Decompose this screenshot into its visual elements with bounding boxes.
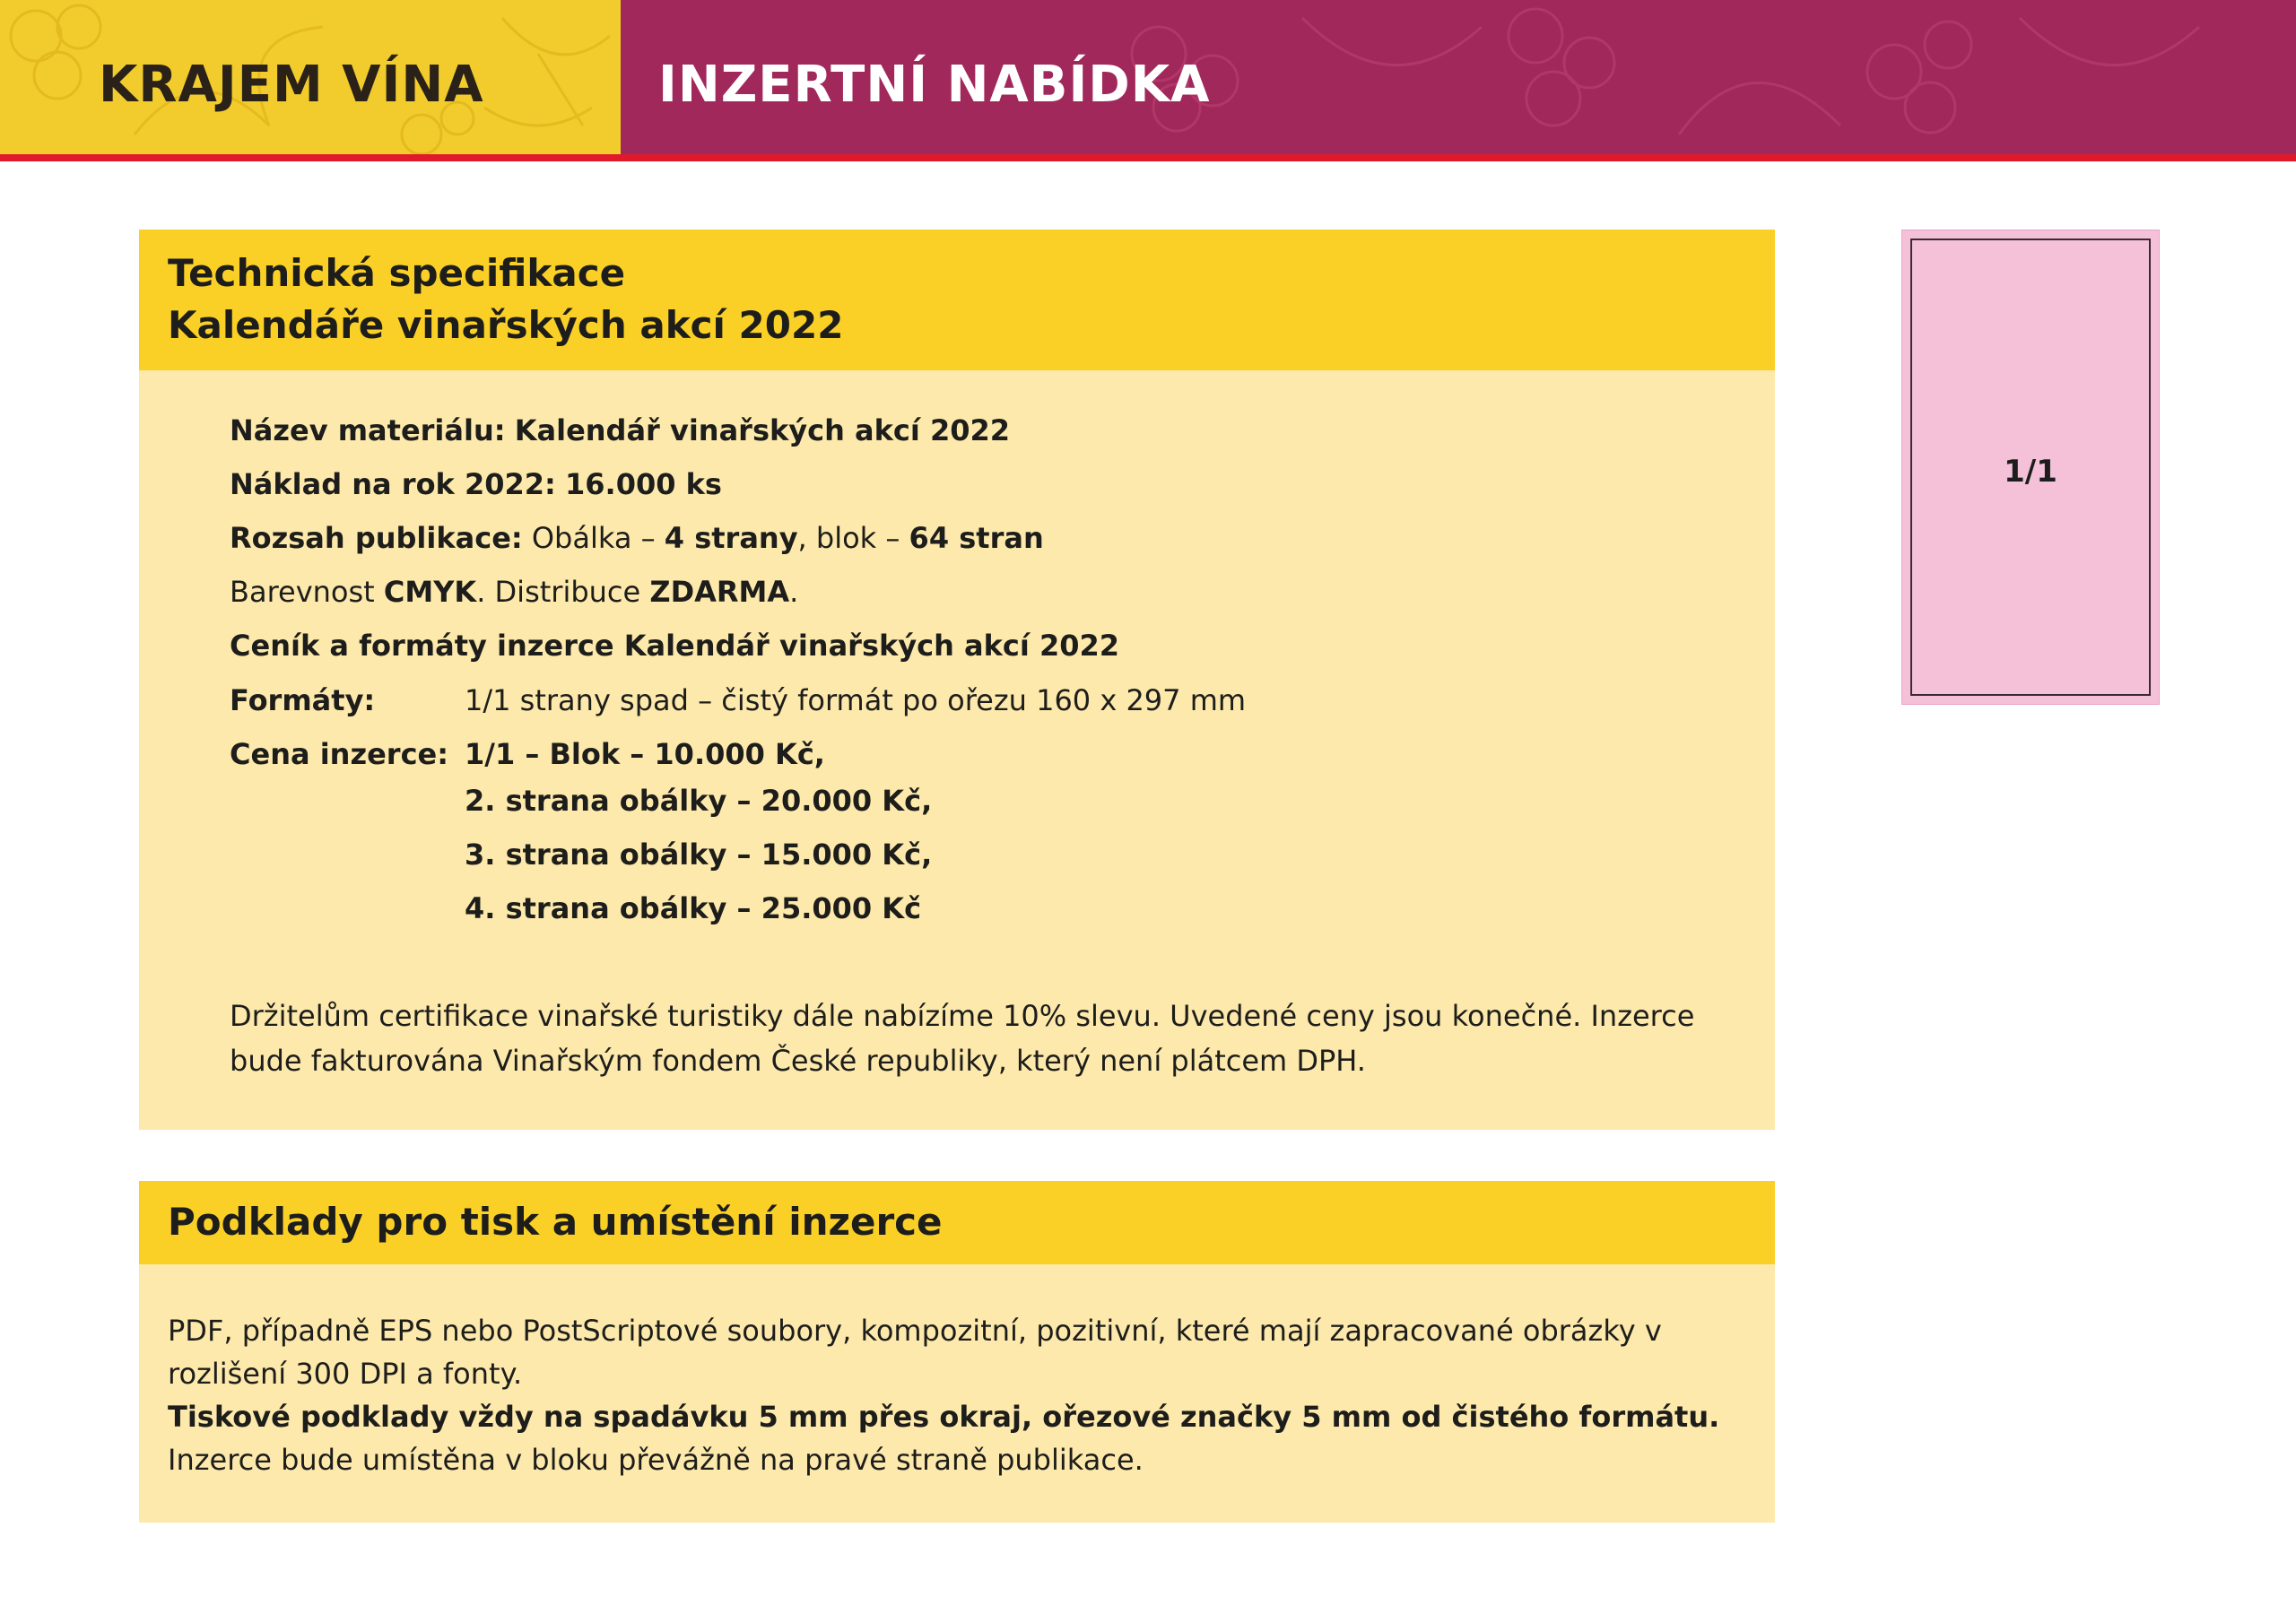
brand-banner — [0, 0, 621, 154]
spec-title — [168, 247, 843, 352]
page-header — [0, 0, 2296, 154]
cena-row — [230, 734, 465, 774]
price-item: 1/1 – Blok – 10.000 Kč, — [465, 737, 825, 771]
material-label: Název materiálu: — [230, 413, 506, 447]
spec-title-line1: Technická specifikace — [168, 251, 626, 295]
ad-format-label: 1/1 — [2004, 454, 2057, 490]
ad-format-preview — [1901, 230, 2160, 705]
brand-title: KRAJEM VÍNA — [99, 56, 484, 114]
spec-header — [139, 230, 1775, 370]
print-para2: Tiskové podklady vždy na spadávku 5 mm přes okraj, ořezové značky 5 mm od čistého formátu. — [168, 1400, 1720, 1434]
formaty-label: Formáty: — [230, 683, 376, 717]
print-para3: Inzerce bude umístěna v bloku převážně na pravé straně publikace. — [168, 1443, 1144, 1477]
barevnost-label: Barevnost — [230, 575, 375, 609]
material-value: Kalendář vinařských akcí 2022 — [514, 413, 1011, 447]
header-divider — [0, 154, 2296, 161]
print-section — [139, 1181, 1775, 1523]
rozsah-row — [230, 518, 1044, 558]
formaty-row — [230, 681, 1246, 720]
discount-note: Držitelům certifikace vinařské turistiky dále nabízíme 10% slevu. Uvedené ceny jsou konečné. Inzerce bude fakturována Vinařským fondem České republiky, který není plátcem DPH. — [230, 999, 1695, 1078]
rozsah-value2: 64 stran — [909, 521, 1044, 555]
distribuce-value: ZDARMA — [649, 575, 790, 609]
print-para1: PDF, případně EPS nebo PostScriptové soubory, kompozitní, pozitivní, které mají zapracované obrázky v rozlišení 300 DPI a fonty. — [168, 1314, 1662, 1391]
cenik-heading: Ceník a formáty inzerce Kalendář vinařských akcí 2022 — [230, 629, 1120, 663]
price-item: 4. strana obálky – 25.000 Kč — [465, 891, 922, 925]
rozsah-value1: 4 strany — [664, 521, 798, 555]
naklad-label: Náklad na rok 2022: — [230, 467, 556, 501]
price-item: 3. strana obálky – 15.000 Kč, — [465, 838, 933, 872]
rozsah-text2: , blok – — [797, 521, 900, 555]
rozsah-text1: Obálka – — [531, 521, 656, 555]
material-row — [230, 411, 1010, 450]
spec-title-line2: Kalendáře vinařských akcí 2022 — [168, 303, 844, 347]
distribuce-end: . — [789, 575, 799, 609]
offer-title: INZERTNÍ NABÍDKA — [658, 56, 1211, 114]
formaty-value: 1/1 strany spad – čistý formát po ořezu 160 x 297 mm — [465, 683, 1247, 717]
naklad-value: 16.000 ks — [565, 467, 722, 501]
naklad-row — [230, 464, 722, 504]
rozsah-label: Rozsah publikace: — [230, 521, 523, 555]
offer-banner — [621, 0, 2296, 154]
price-item: 2. strana obálky – 20.000 Kč, — [465, 784, 933, 818]
print-text — [168, 1309, 1746, 1481]
barevnost-value: CMYK — [383, 575, 477, 609]
cena-label: Cena inzerce: — [230, 737, 449, 771]
spec-section — [139, 230, 1775, 1130]
distribuce-label: . Distribuce — [476, 575, 641, 609]
print-title: Podklady pro tisk a umístění inzerce — [168, 1200, 943, 1244]
ad-format-frame — [1910, 239, 2151, 696]
barevnost-row — [230, 572, 798, 612]
print-header — [139, 1181, 1775, 1264]
